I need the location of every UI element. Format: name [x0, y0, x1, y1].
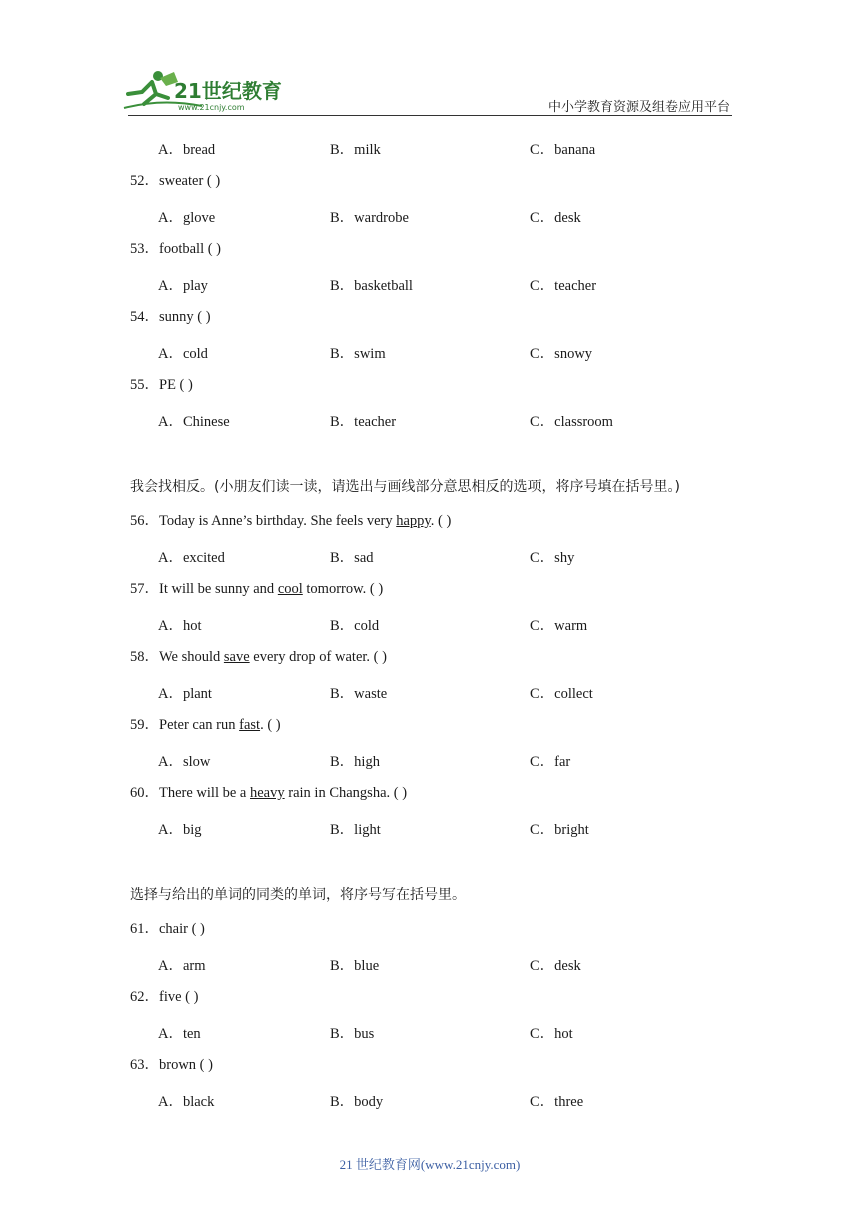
question-61: 61．chair ( ) [130, 921, 205, 937]
stem-before: 56．Today is Anne’s birthday. She feels very [130, 513, 397, 529]
option-a: A．arm [158, 958, 206, 974]
footer-link[interactable]: 21 世纪教育网(www.21cnjy.com) [339, 1157, 521, 1172]
option-c: C．far [530, 754, 571, 770]
question-51-options [130, 138, 750, 172]
option-c: C．snowy [530, 346, 593, 362]
question-54-options [130, 342, 750, 376]
question-63: 63．brown ( ) [130, 1057, 213, 1073]
stem-after: every drop of water. ( ) [249, 649, 387, 665]
option-a: A．ten [158, 1026, 201, 1042]
question-60-options [130, 818, 750, 852]
question-52-options [130, 206, 750, 240]
question-56 [130, 512, 750, 546]
option-b: B．sad [330, 550, 374, 566]
option-a: A．hot [158, 618, 202, 634]
underlined-word: fast [239, 717, 261, 733]
option-c: C．bright [530, 822, 589, 838]
question-61-options [130, 954, 750, 988]
question-53: 53．football ( ) [130, 241, 222, 257]
option-b: B．bus [330, 1026, 375, 1042]
underlined-word: cool [277, 581, 303, 597]
question-58 [130, 648, 750, 682]
option-a: A．bread [158, 142, 216, 158]
header-divider [128, 115, 732, 116]
underlined-word: heavy [250, 785, 285, 801]
question-53-options [130, 274, 750, 308]
question-58-options [130, 682, 750, 716]
option-a: A．big [158, 822, 202, 838]
question-60 [130, 784, 750, 818]
worksheet-content [130, 138, 750, 1124]
option-a: A．glove [158, 210, 216, 226]
stem-after: rain in Changsha. ( ) [284, 785, 408, 801]
option-b: B．basketball [330, 278, 413, 294]
question-59-options [130, 750, 750, 784]
question-55-options [130, 410, 750, 444]
question-52: 52．sweater ( ) [130, 173, 221, 189]
option-a: A．slow [158, 754, 211, 770]
stem-after: tomorrow. ( ) [302, 581, 384, 597]
option-b: B．waste [330, 686, 388, 702]
underlined-word: happy [396, 513, 431, 529]
question-55: 55．PE ( ) [130, 377, 193, 393]
option-b: B．swim [330, 346, 386, 362]
stem-before: 58．We should [130, 649, 224, 665]
option-b: B．blue [330, 958, 380, 974]
question-59 [130, 716, 750, 750]
header-platform-text: 中小学教育资源及组卷应用平台 [547, 99, 730, 114]
option-b: B．body [330, 1094, 384, 1110]
option-c: C．teacher [530, 278, 597, 294]
section-same-category-instruction: 选择与给出的单词的同类的单词，将序号写在括号里。 [130, 887, 466, 903]
logo-text: 21世纪教育 [174, 79, 282, 103]
section-antonyms-instruction: 我会找相反。(小朋友们读一读，请选出与画线部分意思相反的选项，将序号填在括号里。) [130, 479, 680, 495]
stem-after: . ( ) [430, 513, 452, 529]
option-c: C．warm [530, 618, 588, 634]
underlined-word: save [223, 649, 250, 665]
option-c: C．banana [530, 142, 596, 158]
option-c: C．three [530, 1094, 584, 1110]
spacer [130, 444, 750, 478]
option-b: B．milk [330, 142, 381, 158]
option-c: C．desk [530, 958, 581, 974]
option-c: C．desk [530, 210, 581, 226]
option-c: C．collect [530, 686, 593, 702]
option-b: B．wardrobe [330, 210, 409, 226]
question-62: 62．five ( ) [130, 989, 199, 1005]
spacer [130, 852, 750, 886]
stem-before: 57．It will be sunny and [130, 581, 278, 597]
option-c: C．hot [530, 1026, 573, 1042]
option-c: C．classroom [530, 414, 613, 430]
logo-url: www.21cnjy.com [178, 103, 245, 112]
stem-before: 59．Peter can run [130, 717, 240, 733]
option-b: B．teacher [330, 414, 397, 430]
option-b: B．light [330, 822, 381, 838]
question-54: 54．sunny ( ) [130, 309, 211, 325]
question-63-options [130, 1090, 750, 1124]
option-a: A．Chinese [158, 414, 230, 430]
option-a: A．play [158, 278, 208, 294]
logo [122, 68, 292, 114]
option-a: A．plant [158, 686, 212, 702]
option-c: C．shy [530, 550, 575, 566]
option-a: A．excited [158, 550, 225, 566]
question-57 [130, 580, 750, 614]
stem-after: . ( ) [260, 717, 281, 733]
question-62-options [130, 1022, 750, 1056]
option-a: A．black [158, 1094, 215, 1110]
option-a: A．cold [158, 346, 208, 362]
question-56-options [130, 546, 750, 580]
option-b: B．cold [330, 618, 380, 634]
question-57-options [130, 614, 750, 648]
stem-before: 60．There will be a [130, 785, 250, 801]
runner-logo-icon [122, 68, 292, 114]
option-b: B．high [330, 754, 380, 770]
